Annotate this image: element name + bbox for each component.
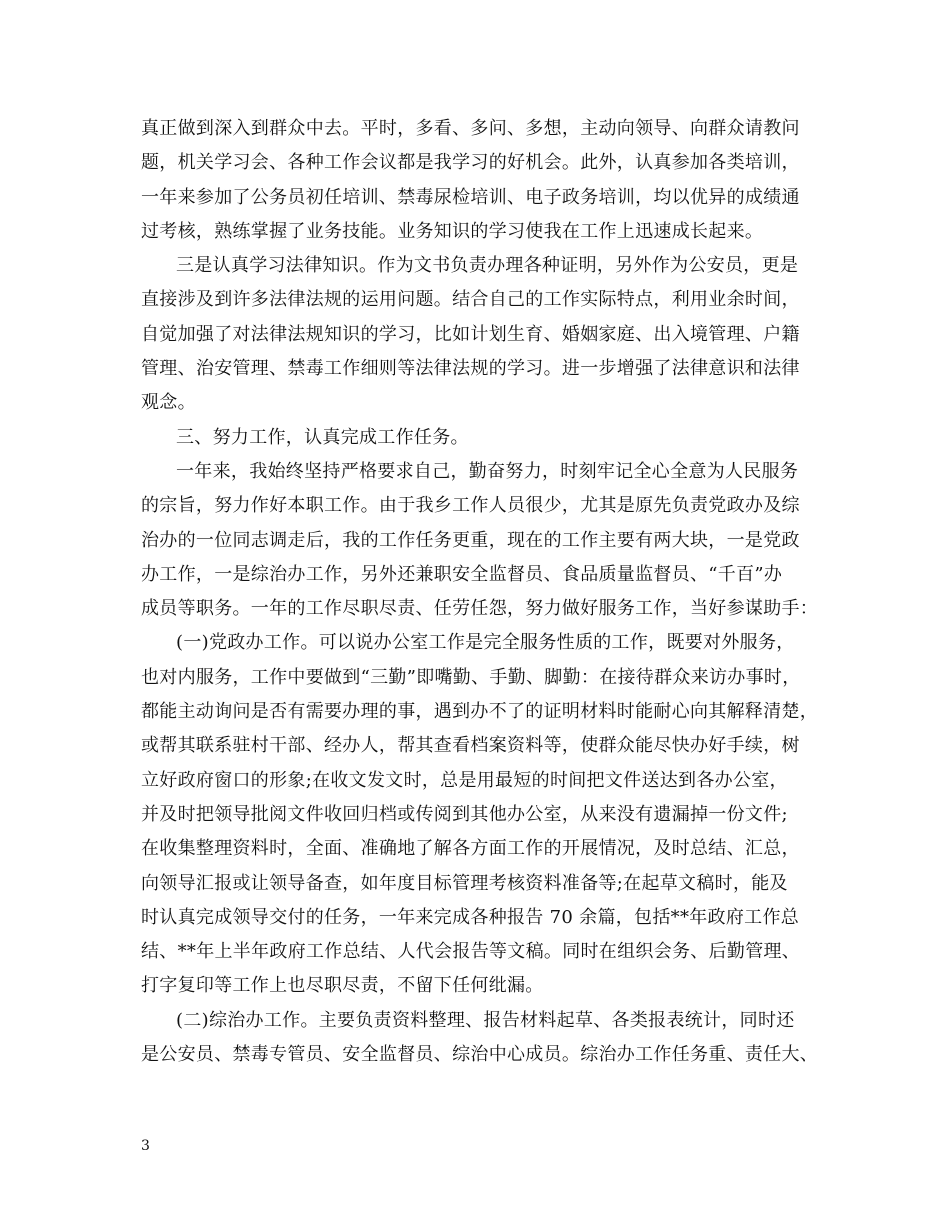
text-line: 真正做到深入到群众中去。平时，多看、多问、多想，主动向领导、向群众请教问 [141, 118, 800, 139]
text-line: 三是认真学习法律知识。作为文书负责办理各种证明，另外作为公安员，更是 [176, 255, 799, 277]
text-line: 一年来参加了公务员初任培训、禁毒尿检培训、电子政务培训，均以优异的成绩通 [141, 186, 800, 208]
text-line: 立好政府窗口的形象;在收文发文时，总是用最短的时间把文件送达到各办公室， [141, 769, 788, 791]
text-line: 在收集整理资料时，全面、准确地了解各方面工作的开展情况，及时总结、汇总， [141, 838, 800, 860]
document-body [141, 112, 821, 1072]
text-line: 办工作，一是综治办工作，另外还兼职安全监督员、食品质量监督员、“千百”办 [141, 563, 783, 585]
text-line: 打字复印等工作上也尽职尽责，不留下任何纰漏。 [141, 975, 544, 997]
page-number: 3 [141, 1138, 150, 1154]
text-line: 结、**年上半年政府工作总结、人代会报告等文稿。同时在组织会务、后勤管理、 [141, 941, 801, 963]
text-line: 直接涉及到许多法律法规的运用问题。结合自己的工作实际特点，利用业余时间， [141, 289, 800, 311]
text-line: 的宗旨，努力作好本职工作。由于我乡工作人员很少，尤其是原先负责党政办及综 [141, 495, 800, 517]
text-line: 三、努力工作，认真完成工作任务。 [176, 426, 469, 448]
text-line: 自觉加强了对法律法规知识的学习，比如计划生育、婚姻家庭、出入境管理、户籍 [141, 323, 800, 345]
text-line: 一年来，我始终坚持严格要求自己，勤奋努力，时刻牢记全心全意为人民服务 [176, 460, 799, 482]
text-line: 是公安员、禁毒专管员、安全监督员、综治中心成员。综治办工作任务重、责任大、 [141, 1044, 819, 1066]
text-line: 向领导汇报或让领导备查，如年度目标管理考核资料准备等;在起草文稿时，能及 [141, 872, 788, 894]
text-line: (二)综治办工作。主要负责资料整理、报告材料起草、各类报表统计，同时还 [176, 1009, 795, 1031]
text-line: 治办的一位同志调走后，我的工作任务更重，现在的工作主要有两大块，一是党政 [141, 529, 800, 551]
text-line: 时认真完成领导交付的任务，一年来完成各种报告 70 余篇，包括**年政府工作总 [141, 906, 800, 928]
text-line: 题，机关学习会、各种工作会议都是我学习的好机会。此外，认真参加各类培训， [141, 152, 800, 174]
text-line: 也对内服务，工作中要做到“三勤”即嘴勤、手勤、脚勤：在接待群众来访办事时， [141, 666, 801, 688]
text-line: 成员等职务。一年的工作尽职尽责、任劳任怨，努力做好服务工作，当好参谋助手： [141, 598, 819, 620]
text-line: 观念。 [141, 392, 196, 414]
text-line: 过考核，熟练掌握了业务技能。业务知识的学习使我在工作上迅速成长起来。 [141, 220, 764, 242]
text-line: 都能主动询问是否有需要办理的事，遇到办不了的证明材料时能耐心向其解释清楚， [141, 701, 819, 723]
text-line: (一)党政办工作。可以说办公室工作是完全服务性质的工作，既要对外服务， [176, 632, 795, 654]
text-line: 管理、治安管理、禁毒工作细则等法律法规的学习。进一步增强了法律意识和法律 [141, 358, 800, 380]
text-line: 并及时把领导批阅文件收回归档或传阅到其他办公室，从来没有遗漏掉一份文件; [141, 803, 788, 825]
text-line: 或帮其联系驻村干部、经办人，帮其查看档案资料等，使群众能尽快办好手续，树 [141, 735, 800, 757]
